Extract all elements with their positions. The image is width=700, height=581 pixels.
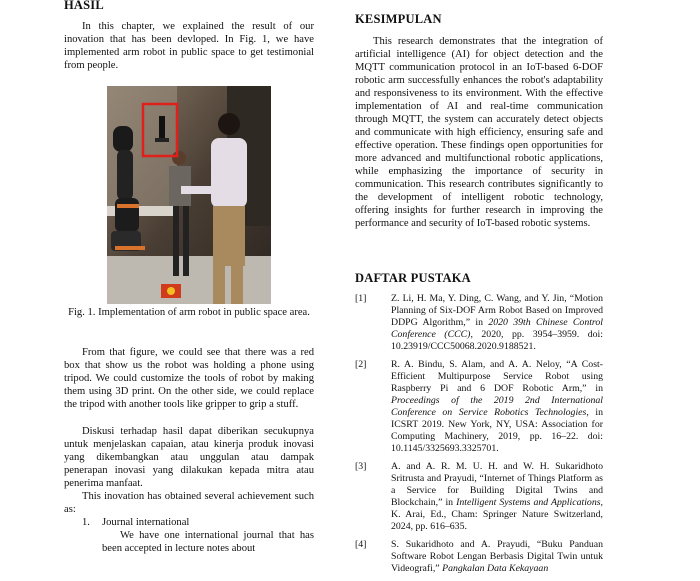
- reference-number: [2]: [355, 359, 367, 370]
- list-item-journal: [82, 516, 189, 529]
- figure-discussion-paragraph: From that figure, we could see that there was a red box that show us the robot was holding a phone using tripod. We could customize the tools of robot by making them using 3D print. On the other side, we could replace the tripod with another tools like gripper to grip a stuff.: [64, 347, 314, 410]
- reference-list: [355, 293, 603, 581]
- section-heading-daftar-pustaka: DAFTAR PUSTAKA: [355, 271, 471, 285]
- reference-item: [355, 461, 603, 533]
- reference-text-tail: , 2020, pp. 3954–3959. doi: 10.23919/CCC50068.2020.9188521.: [391, 329, 603, 352]
- list-item-number: 1.: [82, 517, 90, 528]
- figure-robot-photo: [107, 86, 271, 304]
- reference-item: [355, 359, 603, 455]
- reference-text: S. Sukaridhoto and A. Prayudi, “Buku Panduan Software Robot Lengan Berbasis Digital Twin untuk Videografi,”: [391, 539, 603, 574]
- reference-venue: 2020 39th Chinese Control Conference (CCC): [391, 317, 604, 340]
- intro-paragraph: In this chapter, we explained the result of our inovation that has been devloped. In Fig. 1, we have implemented arm robot in public space to get testimonial from people.: [64, 21, 314, 71]
- list-item-label: Journal international: [102, 517, 190, 528]
- journal-paragraph: We have one international journal that has been accepted in lecture notes about: [102, 530, 314, 554]
- kesimpulan-paragraph: This research demonstrates that the integration of artificial intelligence (AI) for object detection and the MQTT communication protocol in an IoT-based 6-DOF robotic arm successfully enhances the robot's adaptability and responsiveness to its environment. With the effective implementation of AI and real-time communication through MQTT, the system can accurately detect objects and communicate with high efficiency, ensuring safe and effective operation. These findings open opportunities for more advanced and multifunctional robotic applications, while emphasizing the importance of security in communication. This research contributes significantly to the development of intelligent robotic technology, offering insights for further research in improving the performance and security of IoT-based robotic systems.: [355, 36, 603, 229]
- reference-number: [1]: [355, 293, 367, 304]
- reference-item: [355, 293, 603, 353]
- reference-number: [3]: [355, 461, 367, 472]
- reference-item: [355, 539, 603, 575]
- reference-text: R. A. Bindu, S. Alam, and A. A. Neloy, “A Cost-Efficient Multipurpose Service Robot using Raspberry Pi and 6 DOF Robotic Arm,” in: [391, 359, 603, 394]
- reference-venue: Proceedings of the 2019 2nd International Conference on Service Robotics Technologies: [391, 395, 603, 418]
- diskusi-paragraph: Diskusi terhadap hasil dapat diberikan secukupnya untuk menjelaskan capaian, atau kinerja produk inovasi yang dikembangkan atau unggulan atau dampak penerapan inovasi yang dilakukan kepada mitra atau penerima manfaat.: [64, 426, 314, 489]
- reference-text-tail: , K. Arai, Ed., Cham: Springer Nature Switzerland, 2024, pp. 616–635.: [391, 497, 603, 532]
- reference-venue: Intelligent Systems and Applications: [456, 497, 601, 508]
- figure-caption: Fig. 1. Implementation of arm robot in public space area.: [68, 307, 310, 318]
- reference-number: [4]: [355, 539, 367, 550]
- reference-text-tail: , in ICSRT 2019. New York, NY, USA: Association for Computing Machinery, 2019, pp. 16–22. doi: 10.1145/3325693.3325701.: [391, 407, 603, 454]
- section-heading-hasil: HASIL: [64, 0, 104, 12]
- reference-text: Z. Li, H. Ma, Y. Ding, C. Wang, and Y. Jin, “Motion Planning of Six-DOF Arm Robot Based on Improved DDPG Algorithm,” in: [391, 293, 603, 328]
- achievement-paragraph: This inovation has obtained several achievement such as:: [64, 491, 314, 515]
- reference-venue: Pangkalan Data Kekayaan: [442, 563, 549, 574]
- robot-photo-illustration: [107, 86, 271, 304]
- reference-text: A. and A. R. M. U. H. and W. H. Sukaridhoto Sritrusta and Prayudi, “Internet of Things Platform as a Service for Building Digital Twins and Blockchain,” in: [391, 461, 603, 508]
- section-heading-kesimpulan: KESIMPULAN: [355, 12, 442, 26]
